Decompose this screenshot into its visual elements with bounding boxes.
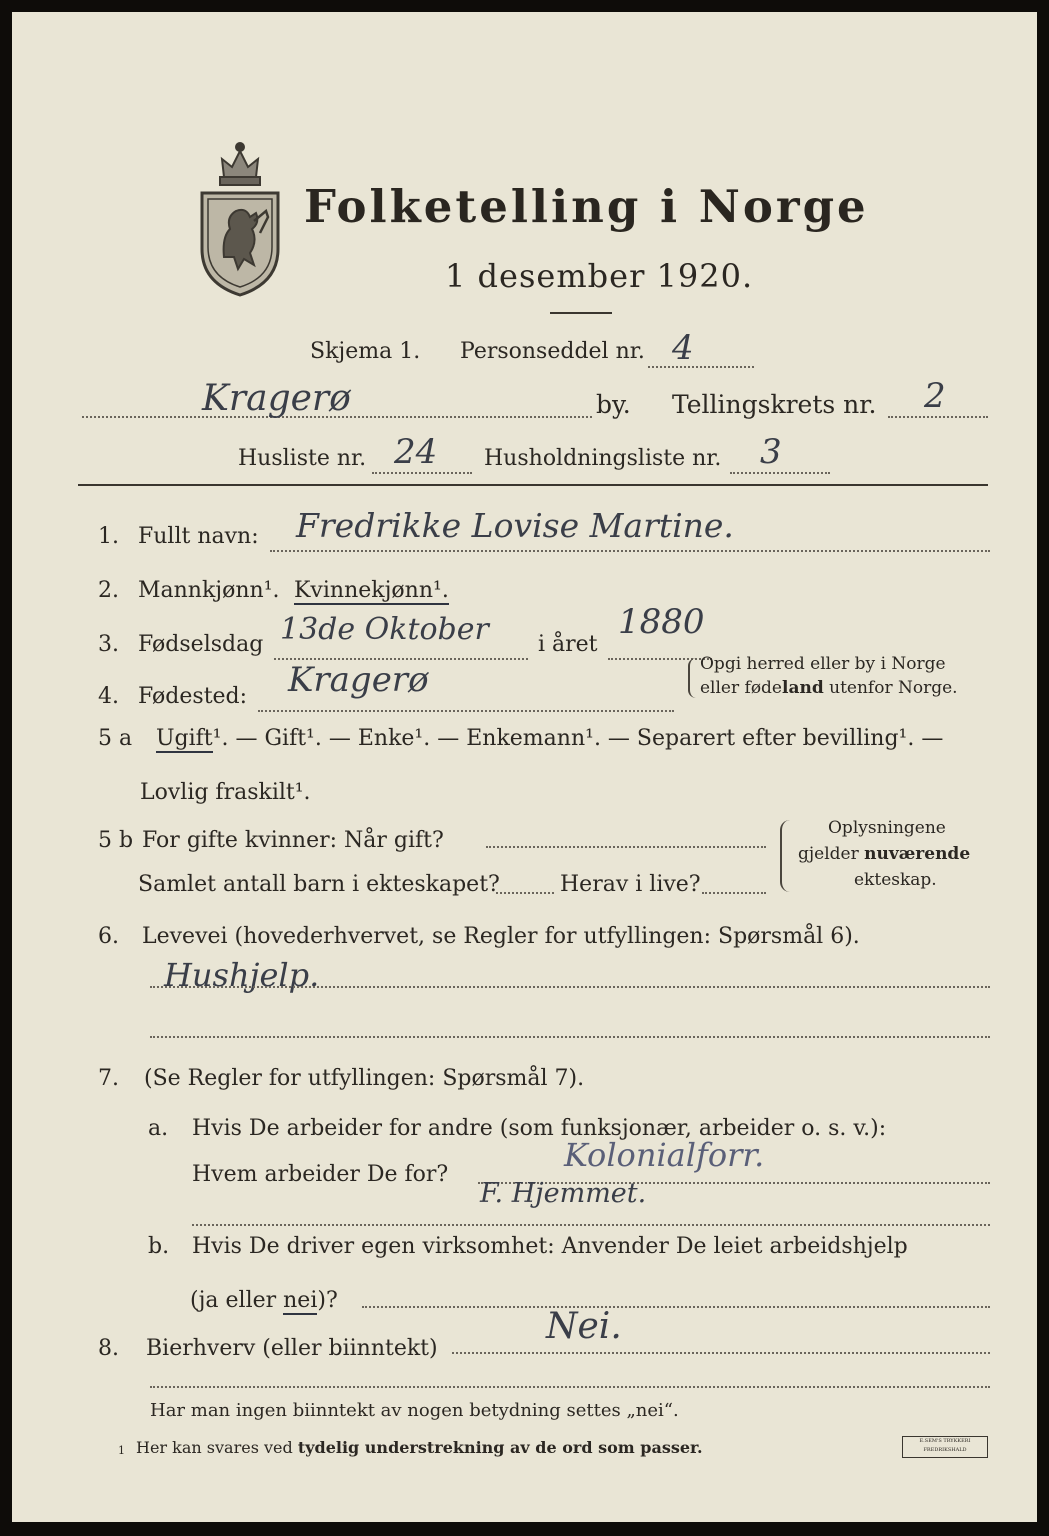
q7-number: 7. bbox=[98, 1066, 119, 1091]
q6-label: Levevei (hovederhvervet, se Regler for utfyllingen: Spørsmål 6). bbox=[142, 924, 860, 949]
q7a-value-line1: Kolonialforr. bbox=[564, 1136, 765, 1174]
skjema-label: Skjema 1. bbox=[310, 339, 421, 364]
city-value: Kragerø bbox=[202, 378, 351, 419]
husholdning-line bbox=[730, 472, 830, 474]
q5a-options: Ugift¹. — Gift¹. — Enke¹. — Enkemann¹. — Separert efter bevilling¹. — bbox=[156, 726, 944, 751]
q7a-line2 bbox=[192, 1224, 990, 1226]
husliste-value: 24 bbox=[394, 432, 438, 472]
q3-value: 13de Oktober bbox=[280, 612, 489, 647]
q5a-number: 5 a bbox=[98, 726, 133, 751]
q1-line bbox=[270, 550, 990, 552]
q5b-alive-label: Herav i live? bbox=[560, 872, 701, 897]
q4-note-line1: Opgi herred eller by i Norge bbox=[700, 654, 946, 674]
q5b-note-line3: ekteskap. bbox=[854, 870, 937, 890]
q7b-selected-nei: nei bbox=[283, 1288, 318, 1313]
by-label: by. bbox=[596, 390, 631, 419]
q5b-alive-line bbox=[702, 892, 766, 894]
q8-label: Bierhverv (eller biinntekt) bbox=[146, 1336, 438, 1361]
q5b-married-line bbox=[486, 846, 766, 848]
q5a-selected-ugift: Ugift bbox=[156, 726, 213, 751]
footer-note: Har man ingen biinntekt av nogen betydning settes „nei“. bbox=[150, 1400, 679, 1421]
husliste-label: Husliste nr. bbox=[238, 446, 367, 471]
q3-year-label: i året bbox=[538, 632, 598, 657]
personseddel-line bbox=[648, 366, 754, 368]
q3-label: Fødselsdag bbox=[138, 632, 264, 657]
q3-year-value: 1880 bbox=[618, 602, 705, 642]
q7b-letter: b. bbox=[148, 1234, 170, 1259]
q1-value: Fredrikke Lovise Martine. bbox=[296, 506, 734, 545]
title-divider bbox=[550, 312, 612, 314]
q7b-question: (ja eller nei)? bbox=[190, 1288, 338, 1313]
q5b-note-line1: Oplysningene bbox=[828, 818, 946, 838]
q5a-line2: Lovlig fraskilt¹. bbox=[140, 780, 311, 805]
q5b-note-line2: gjelder nuværende bbox=[798, 844, 971, 864]
q5b-children-line bbox=[496, 892, 554, 894]
q1-number: 1. bbox=[98, 524, 119, 549]
tellingskrets-label: Tellingskrets nr. bbox=[672, 390, 877, 419]
q6-value: Hushjelp. bbox=[164, 956, 320, 994]
tellingskrets-value: 2 bbox=[924, 376, 946, 416]
q3-number: 3. bbox=[98, 632, 119, 657]
q1-label: Fullt navn: bbox=[138, 524, 259, 549]
q6-line1 bbox=[150, 986, 990, 988]
q8-line2 bbox=[150, 1386, 990, 1388]
husliste-line bbox=[372, 472, 472, 474]
norwegian-coat-of-arms bbox=[194, 137, 286, 299]
husholdning-value: 3 bbox=[760, 432, 782, 472]
q7a-text: Hvis De arbeider for andre (som funksjonær, arbeider o. s. v.): bbox=[192, 1116, 887, 1141]
q8-line bbox=[452, 1352, 990, 1354]
q8-number: 8. bbox=[98, 1336, 119, 1361]
q4-value: Kragerø bbox=[288, 660, 429, 700]
footnote-number: 1 bbox=[118, 1444, 125, 1457]
q2-option-female: Kvinnekjønn¹. bbox=[294, 578, 449, 603]
personseddel-label: Personseddel nr. bbox=[460, 339, 645, 364]
q5b-children-label: Samlet antall barn i ekteskapet? bbox=[138, 872, 500, 897]
q7-label: (Se Regler for utfyllingen: Spørsmål 7). bbox=[144, 1066, 585, 1091]
q7a-value-line2: F. Hjemmet. bbox=[480, 1178, 647, 1209]
q3-year-line bbox=[608, 658, 712, 660]
q7a-question: Hvem arbeider De for? bbox=[192, 1162, 449, 1187]
form-title: Folketelling i Norge bbox=[304, 180, 869, 233]
footnote-text: Her kan svares ved tydelig understrekning av de ord som passer. bbox=[136, 1438, 703, 1457]
q6-line2 bbox=[150, 1036, 990, 1038]
q2-number: 2. bbox=[98, 578, 119, 603]
q5b-brace bbox=[780, 820, 790, 892]
q7a-letter: a. bbox=[148, 1116, 169, 1141]
q4-brace bbox=[688, 658, 696, 698]
q4-line bbox=[258, 710, 674, 712]
tellingskrets-line bbox=[888, 416, 988, 418]
q4-note-line2: eller fødeland utenfor Norge. bbox=[700, 678, 958, 698]
q2-option-male: Mannkjønn¹. bbox=[138, 578, 280, 603]
personseddel-value: 4 bbox=[672, 328, 694, 368]
printer-stamp: E.SEM'S TRYKKERI FREDRIKSHALD bbox=[902, 1436, 988, 1458]
census-date: 1 desember 1920. bbox=[445, 257, 754, 295]
q5b-married-label: For gifte kvinner: Når gift? bbox=[142, 828, 444, 853]
q4-number: 4. bbox=[98, 684, 119, 709]
q8-value: Nei. bbox=[546, 1306, 622, 1347]
census-form bbox=[12, 12, 1037, 1522]
husholdning-label: Husholdningsliste nr. bbox=[484, 446, 722, 471]
q6-number: 6. bbox=[98, 924, 119, 949]
q7b-line bbox=[362, 1306, 990, 1308]
q4-label: Fødested: bbox=[138, 684, 248, 709]
q5b-number: 5 b bbox=[98, 828, 134, 853]
section-divider bbox=[78, 484, 988, 486]
q7b-text: Hvis De driver egen virksomhet: Anvender De leiet arbeidshjelp bbox=[192, 1234, 908, 1259]
